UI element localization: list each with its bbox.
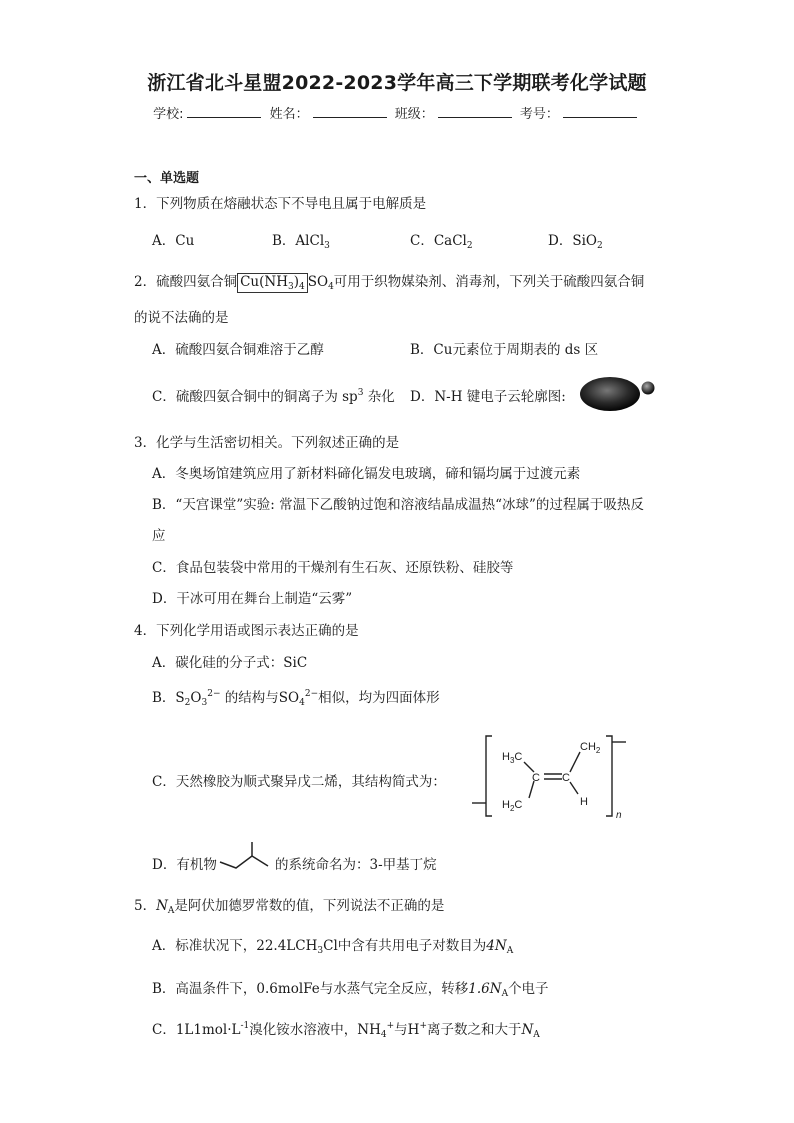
q1-option-c-text: CaCl	[433, 233, 467, 249]
q1-option-d-text: SiO	[572, 233, 597, 249]
q2-option-c-sup: 3	[357, 388, 364, 398]
label-c1: C	[532, 772, 540, 784]
student-info-row	[0, 103, 794, 122]
q5-c-hsup: +	[419, 1021, 427, 1031]
q5-a-c: 4N	[486, 938, 507, 954]
q5-a-sub: 3	[317, 946, 324, 956]
q5-na-sub: A	[167, 906, 175, 916]
q5-c-b: 溴化铵水溶液中，	[249, 1022, 358, 1038]
q5-a-b: 中含有共用电子对数目为	[337, 938, 487, 954]
q5-na: N	[156, 898, 168, 914]
q2-stem-a: 硫酸四氨合铜	[156, 274, 238, 290]
q5-option-c	[152, 1018, 540, 1040]
q5-a-f: 22.4LCH	[256, 938, 318, 954]
q3-option-a: A．冬奥场馆建筑应用了新材料碲化镉发电玻璃，碲和镉均属于过渡元素	[152, 466, 581, 482]
q5-b-b: 与水蒸气完全反应，转移	[319, 981, 469, 997]
q3-number: 3．	[134, 435, 157, 451]
q5-c-sup: -1	[240, 1021, 250, 1031]
q4-text: 下列化学用语或图示表达正确的是	[156, 623, 359, 639]
nh-electron-cloud-image	[576, 372, 660, 414]
q1-option-a-text: Cu	[175, 233, 195, 249]
q4-b-s: B．S	[152, 690, 185, 706]
q4-b-end: 相似，均为四面体形	[318, 690, 440, 706]
q2-option-c-b: 杂化	[363, 389, 395, 405]
q2-option-b: B．Cu元素位于周期表的 ds 区	[410, 342, 599, 358]
isopentane-skeletal	[218, 842, 272, 872]
q2-number: 2．	[134, 274, 157, 290]
q2-formula-sub: 3	[287, 282, 294, 292]
q1-option-b	[272, 229, 330, 251]
class-label: 班级：	[394, 107, 434, 122]
q1-option-c-sub: 2	[466, 241, 473, 251]
q2-formula-sub2: 4	[299, 282, 305, 292]
q2-stem-line2: 的说不法确的是	[134, 310, 229, 326]
q5-c-e: N	[521, 1022, 534, 1038]
q4-stem	[134, 619, 359, 639]
q2-stem-b: 可用于织物媒染剂、消毒剂，下列关于硫酸四氨合铜	[333, 274, 645, 290]
q3-option-b-line2: 应	[152, 528, 166, 544]
exam-number-blank[interactable]	[563, 105, 637, 118]
q4-b-mid: 的结构与SO	[220, 690, 300, 706]
class-blank[interactable]	[438, 105, 512, 118]
q2-formula-close: )	[293, 274, 299, 290]
q2-stem-line1	[134, 270, 644, 293]
q4-option-b	[152, 686, 440, 708]
exam-number-label: 考号：	[519, 107, 559, 122]
label-h: H	[580, 796, 588, 808]
q1-option-b-label: B．	[272, 233, 296, 249]
q5-c-f: 1L1mol·L	[175, 1022, 241, 1038]
exam-title: 浙江省北斗星盟2022-2023学年高三下学期联考化学试题	[147, 72, 647, 94]
q2-formula: Cu(NH	[240, 274, 288, 290]
q3-option-c: C．食品包装袋中常用的干燥剂有生石灰、还原铁粉、硅胶等	[152, 560, 514, 576]
q1-option-d-label: D．	[548, 233, 573, 249]
q5-b-a: B．高温条件下，	[152, 981, 257, 997]
q5-option-a	[152, 934, 513, 956]
q5-c-nh: NH	[357, 1022, 381, 1038]
q1-option-b-sub: 3	[324, 241, 330, 251]
q3-stem	[134, 431, 399, 451]
q4-b-sub3: 4	[299, 698, 305, 708]
q5-c-d: 离子数之和大于	[426, 1022, 522, 1038]
q2-option-d: D．N-H 键电子云轮廓图:	[410, 389, 566, 405]
school-label: 学校:	[153, 107, 184, 122]
q2-so4-sub: 4	[328, 282, 334, 292]
q1-option-c-label: C．	[410, 233, 434, 249]
q5-b-f: 0.6molFe	[256, 981, 320, 997]
q4-option-d-b: 的系统命名为：3-甲基丁烷	[275, 857, 437, 873]
q5-c-esub: A	[533, 1030, 540, 1040]
q4-option-d-a: D．有机物	[152, 857, 217, 873]
q3-option-b-line1: B．“天宫课堂”实验: 常温下乙酸钠过饱和溶液结晶成温热“冰球”的过程属于吸热反	[152, 497, 644, 513]
school-blank[interactable]	[187, 105, 261, 118]
q1-option-c	[410, 229, 473, 251]
q2-complex-bracket	[237, 273, 308, 293]
q5-c-a: C．	[152, 1022, 176, 1038]
q4-b-sup2: 2−	[304, 689, 319, 699]
q1-option-d-sub: 2	[596, 241, 603, 251]
q4-option-c: C．天然橡胶为顺式聚异戊二烯，其结构简式为：	[152, 774, 446, 790]
q1-stem	[134, 192, 426, 212]
q5-b-d: 个电子	[508, 981, 549, 997]
q4-b-sub1: 2	[184, 698, 191, 708]
section-heading: 一、单选题	[134, 171, 200, 186]
q2-so4: SO	[307, 274, 329, 290]
q1-option-b-text: AlCl	[295, 233, 325, 249]
label-h3c: $H_3C$	[502, 751, 523, 765]
q4-number: 4．	[134, 623, 157, 639]
q1-option-d	[548, 229, 603, 251]
polyisoprene-structure	[468, 730, 638, 822]
q1-number: 1．	[134, 196, 157, 212]
q5-c-nhsub: 4	[380, 1030, 387, 1040]
name-label: 姓名：	[269, 107, 309, 122]
q5-c-nhsup: +	[386, 1021, 395, 1031]
q4-b-o: O	[190, 690, 202, 706]
q3-text: 化学与生活密切相关。下列叙述正确的是	[156, 435, 400, 451]
q5-option-b	[152, 977, 549, 999]
q4-option-a: A．碳化硅的分子式：SiC	[152, 655, 308, 671]
q2-option-c-a: C．硫酸四氨合铜中的铜离子为 sp	[152, 389, 358, 405]
q5-c-c: 与H	[394, 1022, 420, 1038]
q5-b-csub: A	[501, 989, 509, 999]
q2-option-c	[152, 385, 395, 405]
q3-option-d: D．干冰可用在舞台上制造“云雾”	[152, 591, 353, 607]
q5-number: 5．	[134, 898, 157, 914]
q4-b-sup1: 2−	[207, 689, 221, 699]
q2-option-a: A．硫酸四氨合铜难溶于乙醇	[152, 342, 324, 358]
q5-a-a: A．标准状况下，	[152, 938, 257, 954]
q1-option-a	[152, 229, 194, 249]
q5-stem	[134, 894, 444, 916]
q4-b-sub2: 3	[201, 698, 208, 708]
label-ch2: $CH_2$	[580, 741, 601, 755]
label-c2: C	[562, 772, 570, 784]
q1-option-a-label: A．	[152, 233, 176, 249]
q1-text: 下列物质在熔融状态下不导电且属于电解质是	[156, 196, 427, 212]
name-blank[interactable]	[313, 105, 387, 118]
label-h2c: $H_2C$	[502, 799, 523, 813]
q5-b-c: 1.6N	[468, 981, 502, 997]
label-n: n	[616, 810, 622, 821]
q5-a-csub: A	[506, 946, 514, 956]
q5-a-f2: Cl	[323, 938, 338, 954]
q5-text: 是阿伏加德罗常数的值，下列说法不正确的是	[174, 898, 445, 914]
